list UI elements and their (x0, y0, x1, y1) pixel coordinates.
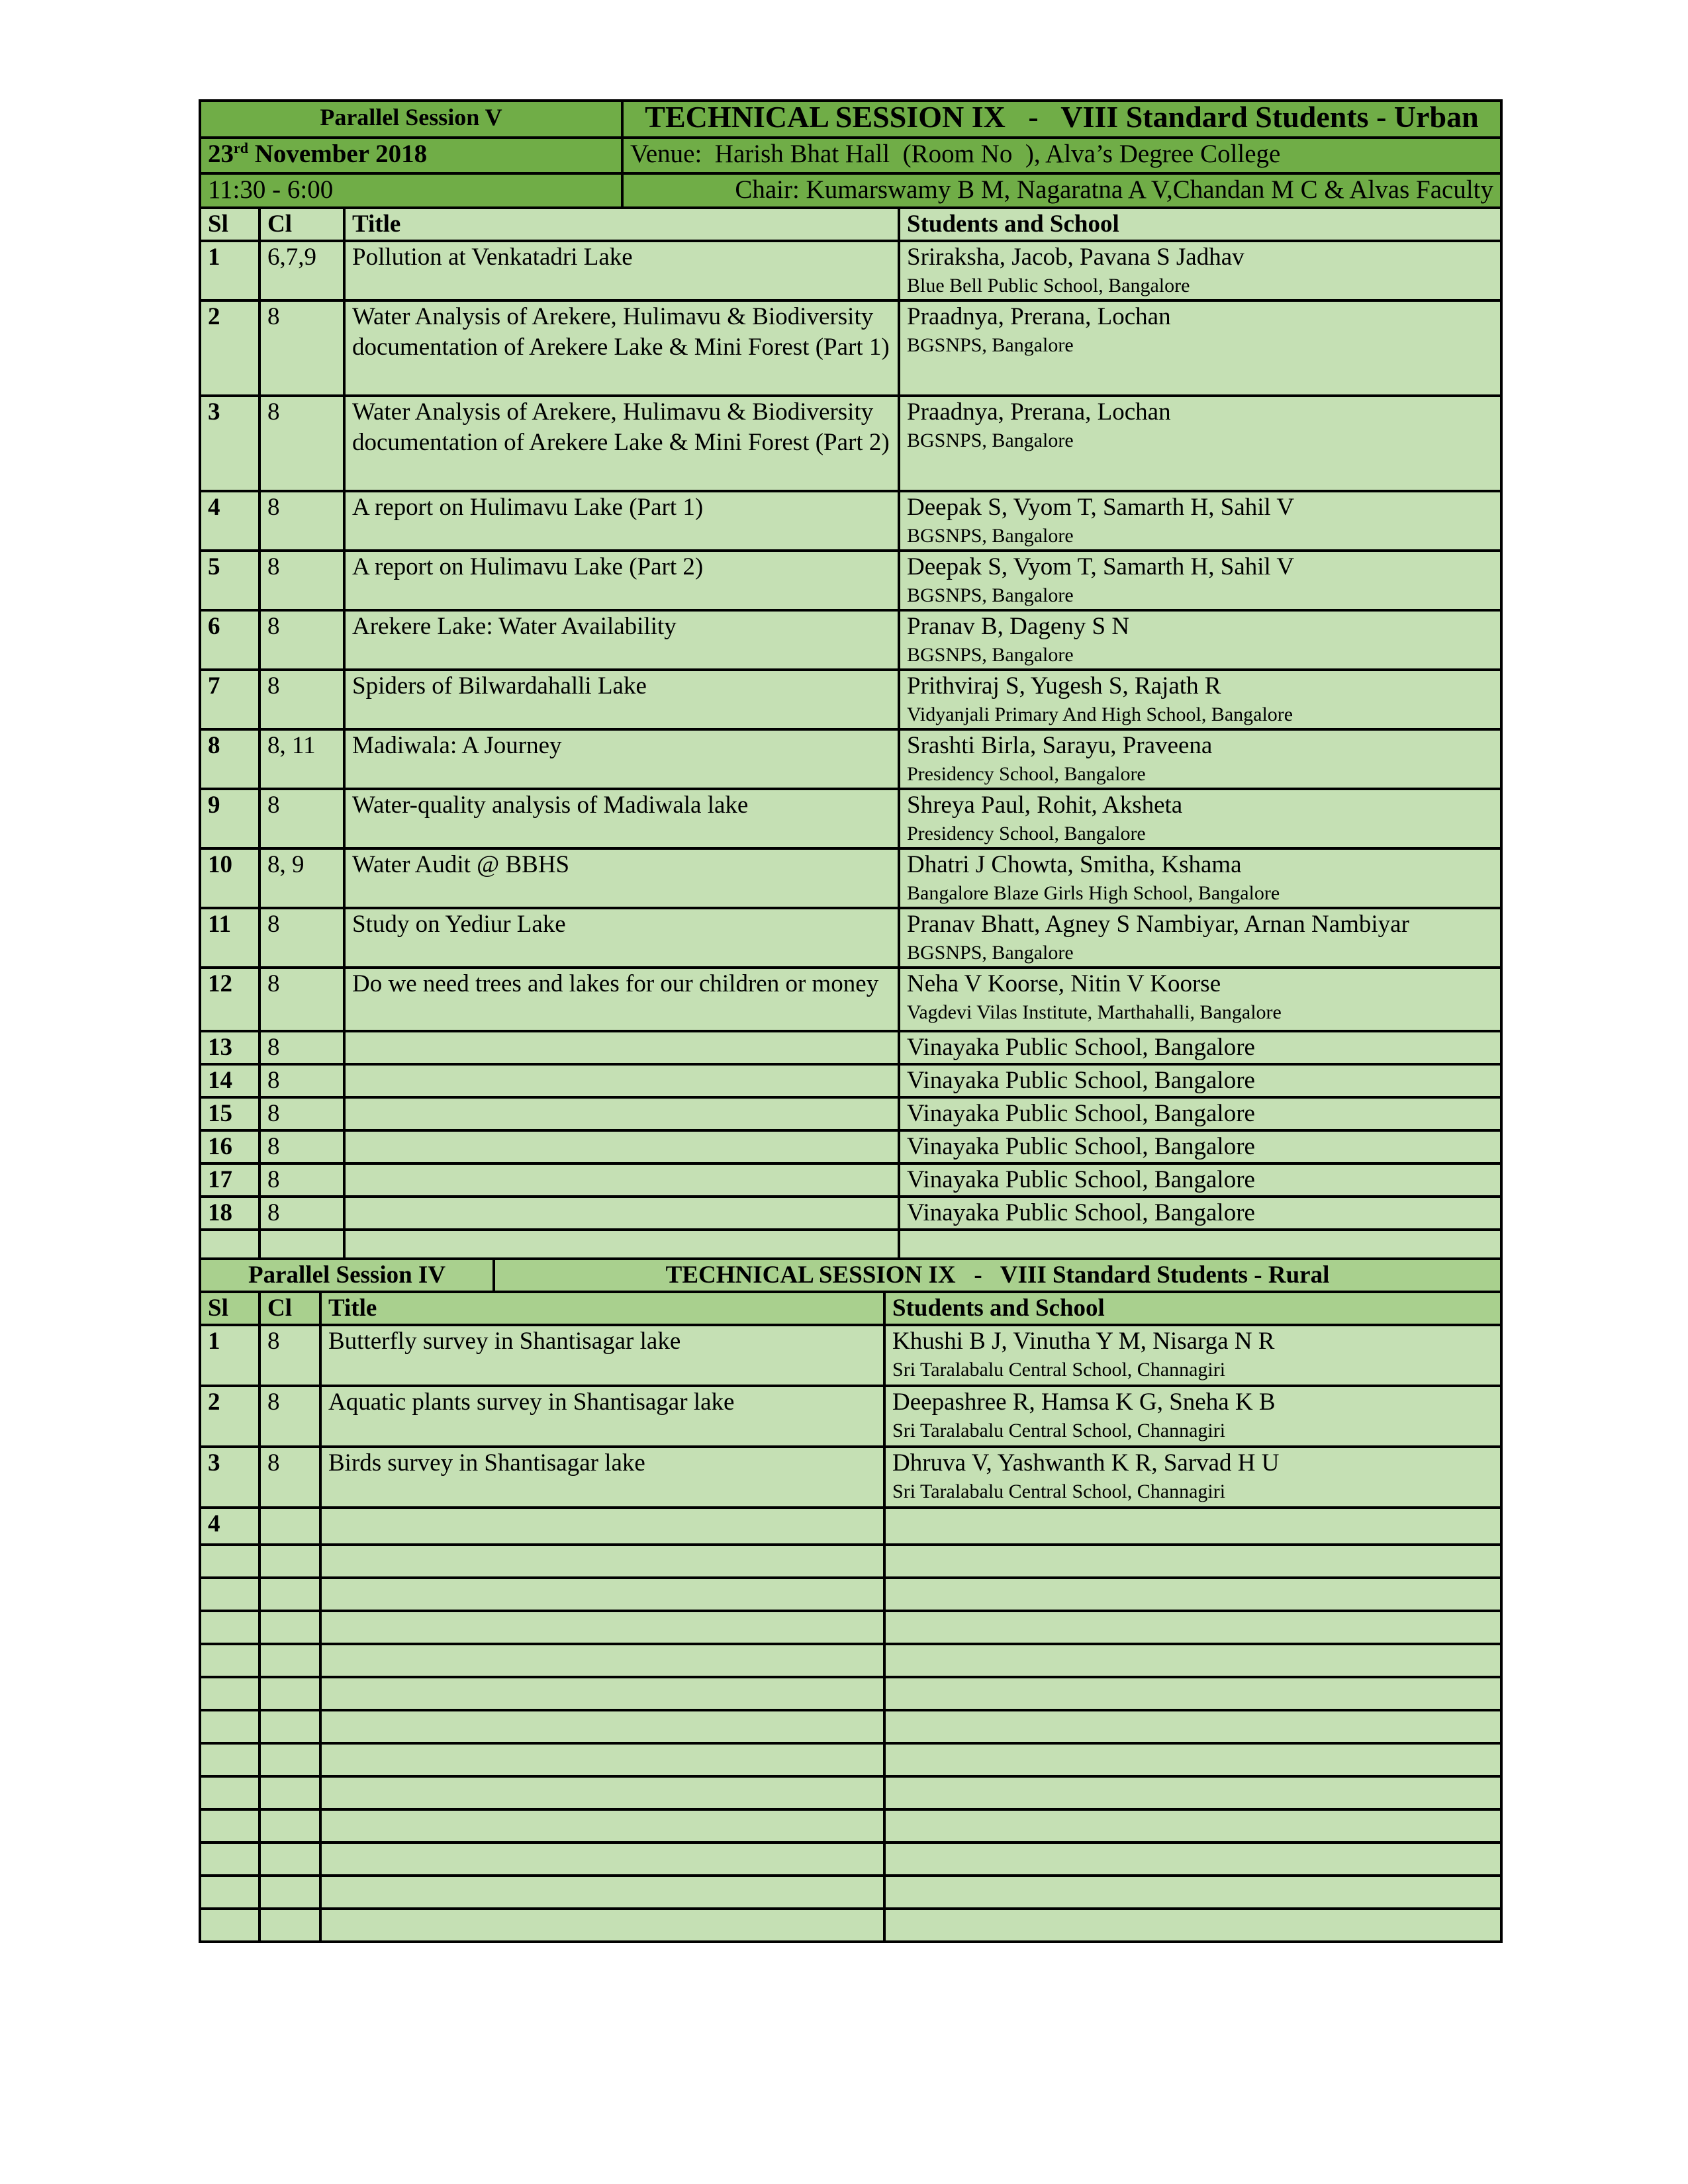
cell-sl: 1 (200, 1325, 259, 1386)
cell-students (899, 908, 1501, 968)
parallel-session-label: Parallel Session V (200, 101, 622, 138)
students-names: Pranav B, Dageny S N (907, 613, 1130, 640)
cell-students (884, 1776, 1501, 1809)
cell-title (320, 1743, 884, 1776)
cell-sl: 3 (200, 1447, 259, 1508)
cell-students (884, 1909, 1501, 1942)
cell-cl: 8, 11 (259, 729, 344, 789)
cell-students (884, 1386, 1501, 1447)
school-name: Blue Bell Public School, Bangalore (907, 275, 1190, 296)
students-names: Praadnya, Prerana, Lochan (907, 398, 1171, 426)
cell-students (899, 1097, 1501, 1130)
students-names: Praadnya, Prerana, Lochan (907, 303, 1171, 330)
cell-students (899, 1130, 1501, 1163)
cell-cl (259, 1809, 320, 1843)
cell-cl: 8 (259, 1447, 320, 1508)
students-names: Vinayaka Public School, Bangalore (907, 1100, 1255, 1127)
cell-students (899, 670, 1501, 729)
cell-students (884, 1611, 1501, 1644)
cell-students (899, 1031, 1501, 1064)
cell-title: Do we need trees and lakes for our children or money (344, 968, 899, 1031)
cell-cl: 8 (259, 491, 344, 551)
cell-sl: 8 (200, 729, 259, 789)
cell-students (899, 491, 1501, 551)
cell-sl (200, 1710, 259, 1743)
cell-title: Aquatic plants survey in Shantisagar lake (320, 1386, 884, 1447)
cell-title: Pollution at Venkatadri Lake (344, 241, 899, 300)
cell-students (884, 1508, 1501, 1545)
cell-sl (200, 1545, 259, 1578)
cell-title (344, 1064, 899, 1097)
cell-title (344, 1130, 899, 1163)
cell-cl (259, 1776, 320, 1809)
students-names: Sriraksha, Jacob, Pavana S Jadhav (907, 244, 1244, 271)
school-name: BGSNPS, Bangalore (907, 942, 1074, 964)
table-row (200, 551, 1501, 610)
school-name: BGSNPS, Bangalore (907, 644, 1074, 666)
cell-students (899, 1197, 1501, 1230)
cell-sl: 4 (200, 1508, 259, 1545)
students-names: Dhruva V, Yashwanth K R, Sarvad H U (892, 1449, 1280, 1477)
table-row (200, 1325, 1501, 1386)
cell-sl (200, 1909, 259, 1942)
cell-title: Madiwala: A Journey (344, 729, 899, 789)
table-row (200, 1578, 1501, 1611)
cell-cl: 8 (259, 1097, 344, 1130)
cell-title (320, 1644, 884, 1677)
cell-sl (200, 1611, 259, 1644)
cell-sl (200, 1809, 259, 1843)
table-row (200, 1064, 1501, 1097)
cell-students (899, 551, 1501, 610)
session-venue: Venue: Harish Bhat Hall (Room No ), Alva’s Degree College (622, 138, 1501, 173)
cell-cl (259, 1578, 320, 1611)
table-row (200, 729, 1501, 789)
cell-cl (259, 1909, 320, 1942)
cell-sl: 3 (200, 396, 259, 491)
cell-cl: 8 (259, 551, 344, 610)
cell-title (344, 1097, 899, 1130)
cell-students (899, 1064, 1501, 1097)
cell-title (344, 1197, 899, 1230)
cell-cl: 8 (259, 1386, 320, 1447)
students-names: Vinayaka Public School, Bangalore (907, 1067, 1255, 1094)
cell-title (320, 1508, 884, 1545)
cell-students (884, 1743, 1501, 1776)
table-row (200, 300, 1501, 396)
table-row (200, 1031, 1501, 1064)
cell-cl: 8 (259, 1197, 344, 1230)
cell-sl (200, 1743, 259, 1776)
session-title: TECHNICAL SESSION IX - VIII Standard Students - Rural (494, 1259, 1501, 1292)
students-names: Vinayaka Public School, Bangalore (907, 1166, 1255, 1193)
col-header-cl: Cl (259, 1292, 320, 1325)
cell-title: A report on Hulimavu Lake (Part 2) (344, 551, 899, 610)
cell-sl: 5 (200, 551, 259, 610)
cell-students (884, 1809, 1501, 1843)
col-header-sl: Sl (200, 1292, 259, 1325)
cell-students (899, 789, 1501, 848)
cell-sl (200, 1677, 259, 1710)
cell-students (899, 848, 1501, 908)
students-names: Shreya Paul, Rohit, Aksheta (907, 792, 1183, 819)
table-row (200, 1197, 1501, 1230)
cell-students (899, 1163, 1501, 1197)
students-names: Srashti Birla, Sarayu, Praveena (907, 732, 1213, 759)
rural-session-table (199, 1257, 1503, 1943)
cell-title (320, 1611, 884, 1644)
cell-students (884, 1644, 1501, 1677)
cell-students (899, 968, 1501, 1031)
cell-sl (200, 1644, 259, 1677)
cell-cl: 8 (259, 908, 344, 968)
cell-title (320, 1876, 884, 1909)
cell-cl (259, 1710, 320, 1743)
cell-sl: 6 (200, 610, 259, 670)
cell-title: Water Audit @ BBHS (344, 848, 899, 908)
cell-students (884, 1447, 1501, 1508)
cell-sl: 17 (200, 1163, 259, 1197)
cell-sl: 9 (200, 789, 259, 848)
cell-title (320, 1545, 884, 1578)
session-date: 23rd November 2018 (200, 138, 622, 173)
cell-title (320, 1809, 884, 1843)
table-row (200, 1545, 1501, 1578)
students-names: Vinayaka Public School, Bangalore (907, 1034, 1255, 1061)
cell-cl: 8 (259, 1031, 344, 1064)
table-row (200, 670, 1501, 729)
cell-students (884, 1325, 1501, 1386)
table-row (200, 1710, 1501, 1743)
school-name: Sri Taralabalu Central School, Channagiri (892, 1420, 1226, 1441)
cell-students (899, 396, 1501, 491)
cell-sl (200, 1876, 259, 1909)
cell-title: Arekere Lake: Water Availability (344, 610, 899, 670)
cell-students (884, 1843, 1501, 1876)
table-row (200, 1843, 1501, 1876)
students-names: Pranav Bhatt, Agney S Nambiyar, Arnan Nambiyar (907, 911, 1409, 938)
students-names: Deepak S, Vyom T, Samarth H, Sahil V (907, 494, 1295, 521)
cell-title (320, 1843, 884, 1876)
table-row (200, 968, 1501, 1031)
cell-cl (259, 1611, 320, 1644)
school-name: BGSNPS, Bangalore (907, 584, 1074, 606)
cell-sl: 2 (200, 1386, 259, 1447)
cell-sl: 11 (200, 908, 259, 968)
table-row (200, 1386, 1501, 1447)
cell-cl (259, 1545, 320, 1578)
cell-cl: 8 (259, 1130, 344, 1163)
cell-title (344, 1031, 899, 1064)
table-row (200, 1644, 1501, 1677)
cell-cl (259, 1677, 320, 1710)
table-row (200, 1743, 1501, 1776)
table-row (200, 1776, 1501, 1809)
school-name: BGSNPS, Bangalore (907, 430, 1074, 451)
cell-cl (259, 1843, 320, 1876)
cell-title (320, 1677, 884, 1710)
students-names: Vinayaka Public School, Bangalore (907, 1199, 1255, 1226)
cell-sl: 2 (200, 300, 259, 396)
col-header-sl: Sl (200, 208, 259, 241)
col-header-title: Title (320, 1292, 884, 1325)
cell-sl: 18 (200, 1197, 259, 1230)
students-names: Khushi B J, Vinutha Y M, Nisarga N R (892, 1328, 1275, 1355)
cell-title (320, 1710, 884, 1743)
session-title: TECHNICAL SESSION IX - VIII Standard Students - Urban (622, 101, 1501, 138)
table-row (200, 1809, 1501, 1843)
col-header-title: Title (344, 208, 899, 241)
cell-cl: 8 (259, 1163, 344, 1197)
table-row (200, 1508, 1501, 1545)
cell-sl: 1 (200, 241, 259, 300)
urban-session-table (199, 99, 1503, 1264)
cell-title: Water Analysis of Arekere, Hulimavu & Biodiversity documentation of Arekere Lake & Mini Forest (Part 1) (344, 300, 899, 396)
table-row (200, 241, 1501, 300)
table-row (200, 1447, 1501, 1508)
school-name: Bangalore Blaze Girls High School, Bangalore (907, 882, 1280, 904)
table-row (200, 848, 1501, 908)
cell-cl (259, 1644, 320, 1677)
cell-title: Water Analysis of Arekere, Hulimavu & Biodiversity documentation of Arekere Lake & Mini Forest (Part 2) (344, 396, 899, 491)
cell-cl: 6,7,9 (259, 241, 344, 300)
cell-sl: 4 (200, 491, 259, 551)
cell-cl: 8 (259, 789, 344, 848)
cell-cl: 8 (259, 300, 344, 396)
school-name: BGSNPS, Bangalore (907, 525, 1074, 547)
cell-students (899, 729, 1501, 789)
cell-cl: 8, 9 (259, 848, 344, 908)
session-chair: Chair: Kumarswamy B M, Nagaratna A V,Chandan M C & Alvas Faculty (622, 173, 1501, 208)
cell-cl: 8 (259, 610, 344, 670)
cell-sl: 13 (200, 1031, 259, 1064)
students-names: Deepashree R, Hamsa K G, Sneha K B (892, 1388, 1276, 1416)
table-row (200, 1097, 1501, 1130)
cell-cl: 8 (259, 968, 344, 1031)
cell-students (884, 1677, 1501, 1710)
cell-cl: 8 (259, 1325, 320, 1386)
table-row (200, 396, 1501, 491)
table-row (200, 789, 1501, 848)
cell-cl (259, 1743, 320, 1776)
cell-students (899, 610, 1501, 670)
cell-title (344, 1163, 899, 1197)
students-names: Dhatri J Chowta, Smitha, Kshama (907, 851, 1242, 878)
cell-students (884, 1710, 1501, 1743)
cell-students (884, 1876, 1501, 1909)
students-names: Vinayaka Public School, Bangalore (907, 1133, 1255, 1160)
table-row (200, 1876, 1501, 1909)
cell-students (884, 1578, 1501, 1611)
school-name: Sri Taralabalu Central School, Channagiri (892, 1359, 1226, 1381)
cell-students (884, 1545, 1501, 1578)
parallel-session-label: Parallel Session IV (200, 1259, 494, 1292)
cell-sl: 15 (200, 1097, 259, 1130)
school-name: Vidyanjali Primary And High School, Bangalore (907, 704, 1293, 725)
cell-sl: 10 (200, 848, 259, 908)
cell-sl: 12 (200, 968, 259, 1031)
cell-title (320, 1578, 884, 1611)
school-name: Presidency School, Bangalore (907, 763, 1146, 785)
students-names: Deepak S, Vyom T, Samarth H, Sahil V (907, 553, 1295, 580)
cell-sl (200, 1578, 259, 1611)
school-name: Sri Taralabalu Central School, Channagiri (892, 1480, 1226, 1502)
cell-title: Butterfly survey in Shantisagar lake (320, 1325, 884, 1386)
table-row (200, 908, 1501, 968)
cell-title: Birds survey in Shantisagar lake (320, 1447, 884, 1508)
cell-students (899, 241, 1501, 300)
table-row (200, 1909, 1501, 1942)
cell-sl: 14 (200, 1064, 259, 1097)
table-row (200, 610, 1501, 670)
cell-students (899, 300, 1501, 396)
cell-title (320, 1776, 884, 1809)
table-row (200, 1130, 1501, 1163)
school-name: BGSNPS, Bangalore (907, 334, 1074, 356)
students-names: Neha V Koorse, Nitin V Koorse (907, 970, 1221, 997)
school-name: Vagdevi Vilas Institute, Marthahalli, Bangalore (907, 1001, 1282, 1023)
cell-title: Spiders of Bilwardahalli Lake (344, 670, 899, 729)
cell-cl (259, 1508, 320, 1545)
cell-title: Water-quality analysis of Madiwala lake (344, 789, 899, 848)
cell-cl: 8 (259, 670, 344, 729)
cell-title: A report on Hulimavu Lake (Part 1) (344, 491, 899, 551)
table-row (200, 1677, 1501, 1710)
school-name: Presidency School, Bangalore (907, 823, 1146, 844)
table-row (200, 1163, 1501, 1197)
col-header-cl: Cl (259, 208, 344, 241)
cell-sl (200, 1776, 259, 1809)
cell-title (320, 1909, 884, 1942)
table-row (200, 491, 1501, 551)
cell-sl: 7 (200, 670, 259, 729)
session-time: 11:30 - 6:00 (200, 173, 622, 208)
cell-sl: 16 (200, 1130, 259, 1163)
students-names: Prithviraj S, Yugesh S, Rajath R (907, 672, 1221, 700)
cell-cl (259, 1876, 320, 1909)
cell-title: Study on Yediur Lake (344, 908, 899, 968)
cell-cl: 8 (259, 1064, 344, 1097)
col-header-students: Students and School (884, 1292, 1501, 1325)
cell-cl: 8 (259, 396, 344, 491)
col-header-students: Students and School (899, 208, 1501, 241)
cell-sl (200, 1843, 259, 1876)
table-row (200, 1611, 1501, 1644)
